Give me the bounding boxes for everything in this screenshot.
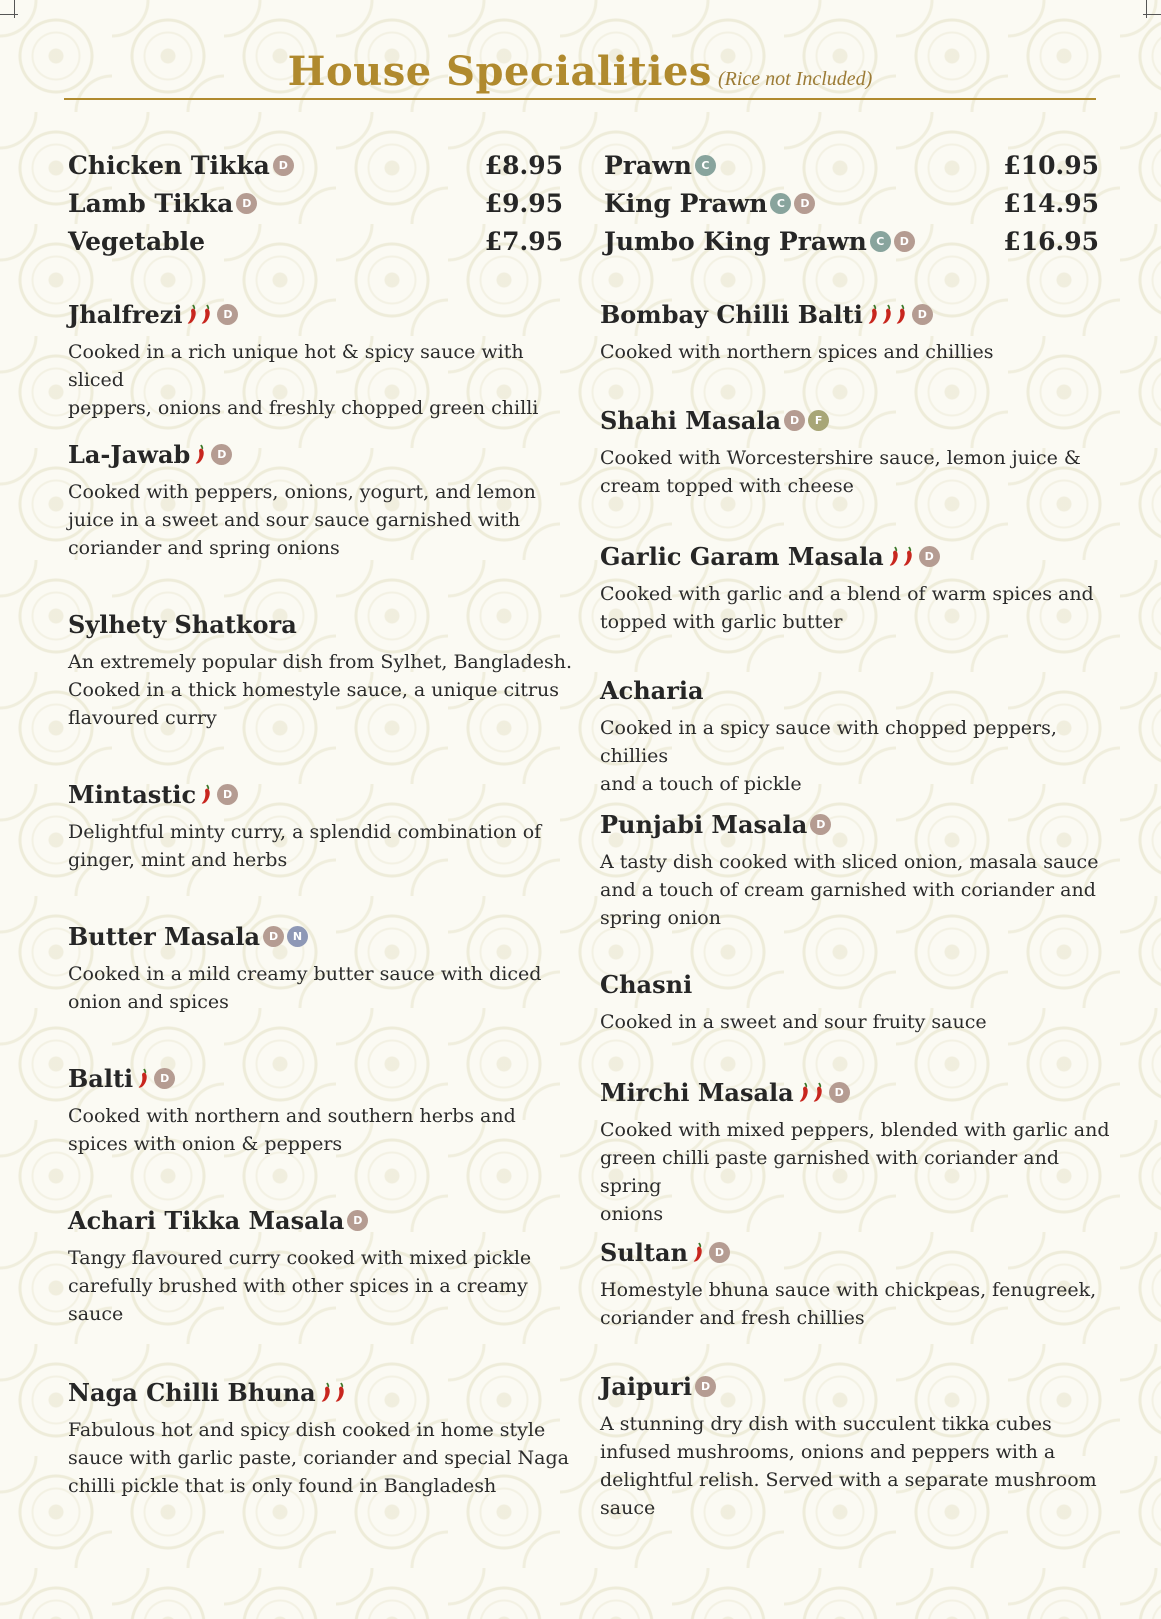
dish-description xyxy=(600,848,1110,932)
price-value: £9.95 xyxy=(484,188,563,218)
description-line: Cooked with peppers, onions, yogurt, and lemon xyxy=(68,481,536,503)
description-line: spices with onion & peppers xyxy=(68,1133,343,1155)
description-line: A stunning dry dish with succulent tikka cubes xyxy=(600,1413,1052,1435)
dish-name: Sylhety Shatkora xyxy=(68,609,297,639)
dish-description xyxy=(600,1410,1110,1522)
chilli-rating xyxy=(867,303,909,325)
allergen-badge-icon: N xyxy=(287,926,308,947)
price-item-name: Jumbo King Prawn xyxy=(604,226,867,256)
dish-heading xyxy=(68,608,578,640)
dish-heading xyxy=(600,540,1110,572)
dish-heading xyxy=(600,404,1110,436)
description-line: chilli pickle that is only found in Bangladesh xyxy=(68,1475,497,1497)
dish-description xyxy=(600,1116,1110,1228)
dish-name: Acharia xyxy=(600,675,704,705)
description-line: infused mushrooms, onions and peppers with a xyxy=(600,1441,1056,1463)
page-subtitle: (Rice not Included) xyxy=(717,68,873,90)
allergen-badge-icon: D xyxy=(912,304,933,325)
dish-description xyxy=(600,1008,1110,1036)
description-line: Delightful minty curry, a splendid combination of xyxy=(68,821,542,843)
description-line: onions xyxy=(600,1203,664,1225)
dish-item xyxy=(68,608,578,732)
dish-item xyxy=(68,1204,578,1328)
description-line: carefully brushed with other spices in a creamy xyxy=(68,1275,528,1297)
dish-item xyxy=(600,540,1110,636)
chilli-rating xyxy=(200,783,214,805)
dish-name: Butter Masala xyxy=(68,921,261,951)
price-value: £16.95 xyxy=(1003,226,1099,256)
price-item xyxy=(604,189,815,218)
description-line: Cooked in a rich unique hot & spicy sauce with sliced xyxy=(68,341,524,391)
description-line: delightful relish. Served with a separate mushroom xyxy=(600,1469,1097,1491)
dish-description xyxy=(68,1102,578,1158)
chilli-pepper-icon xyxy=(798,1081,810,1103)
allergen-badge-icon: D xyxy=(154,1068,175,1089)
dish-item xyxy=(600,1076,1110,1228)
price-row xyxy=(604,146,1099,184)
chilli-pepper-icon xyxy=(200,303,212,325)
dish-description xyxy=(600,580,1110,636)
dish-description xyxy=(68,478,578,562)
dish-name: Chasni xyxy=(600,969,693,999)
description-line: ginger, mint and herbs xyxy=(68,849,288,871)
description-line: sauce xyxy=(600,1497,656,1519)
dish-item xyxy=(600,1370,1110,1522)
allergen-badge-icon: D xyxy=(919,546,940,567)
price-row xyxy=(604,184,1099,222)
allergen-badge-icon: F xyxy=(808,410,829,431)
description-line: sauce xyxy=(68,1303,124,1325)
dish-heading xyxy=(600,1370,1110,1402)
description-line: sauce with garlic paste, coriander and special Naga xyxy=(68,1447,569,1469)
chilli-pepper-icon xyxy=(320,1381,332,1403)
description-line: and a touch of cream garnished with coriander and xyxy=(600,879,1096,901)
price-row xyxy=(68,222,563,260)
price-item-name: King Prawn xyxy=(604,188,768,218)
dish-name: Naga Chilli Bhuna xyxy=(68,1377,316,1407)
description-line: A tasty dish cooked with sliced onion, masala sauce xyxy=(600,851,1099,873)
crop-mark xyxy=(14,0,15,18)
description-line: Cooked in a mild creamy butter sauce with diced xyxy=(68,963,542,985)
chilli-rating xyxy=(798,1081,826,1103)
price-list-left xyxy=(68,146,563,260)
dish-heading xyxy=(68,778,578,810)
price-row xyxy=(68,146,563,184)
allergen-badge-icon: D xyxy=(236,193,257,214)
allergen-badge-icon: D xyxy=(810,814,831,835)
chilli-pepper-icon xyxy=(902,545,914,567)
chilli-pepper-icon xyxy=(200,783,212,805)
chilli-pepper-icon xyxy=(888,545,900,567)
allergen-badge-icon: D xyxy=(695,1376,716,1397)
dish-item xyxy=(68,1062,578,1158)
price-item-name: Chicken Tikka xyxy=(68,150,270,180)
dish-name: Shahi Masala xyxy=(600,405,782,435)
chilli-rating xyxy=(320,1381,348,1403)
allergen-badge-icon: D xyxy=(347,1210,368,1231)
dish-name: Bombay Chilli Balti xyxy=(600,299,863,329)
chilli-rating xyxy=(186,303,214,325)
dish-description xyxy=(68,648,578,732)
dish-name: Jhalfrezi xyxy=(68,299,183,329)
dish-heading xyxy=(68,920,578,952)
dish-heading xyxy=(600,298,1110,330)
allergen-badge-icon: D xyxy=(709,1242,730,1263)
dish-item xyxy=(600,1236,1110,1332)
description-line: spring onion xyxy=(600,907,721,929)
price-item xyxy=(68,151,294,180)
price-value: £7.95 xyxy=(484,226,563,256)
allergen-badge-icon: C xyxy=(870,231,891,252)
price-item xyxy=(604,151,716,180)
dish-description xyxy=(68,338,578,422)
dish-item xyxy=(68,298,578,422)
description-line: Cooked with Worcestershire sauce, lemon juice & xyxy=(600,447,1081,469)
allergen-badge-icon: C xyxy=(695,155,716,176)
chilli-pepper-icon xyxy=(881,303,893,325)
dish-heading xyxy=(68,298,578,330)
title-divider xyxy=(64,98,1096,100)
dish-item xyxy=(600,808,1110,932)
price-item xyxy=(68,189,257,218)
dish-heading xyxy=(600,808,1110,840)
dish-name: Mintastic xyxy=(68,779,197,809)
price-row xyxy=(68,184,563,222)
dish-heading xyxy=(68,1062,578,1094)
menu-header xyxy=(64,48,1096,100)
dish-name: Achari Tikka Masala xyxy=(68,1205,345,1235)
description-line: Cooked with mixed peppers, blended with garlic and xyxy=(600,1119,1110,1141)
description-line: green chilli paste garnished with coriander and spring xyxy=(600,1147,1060,1197)
description-line: juice in a sweet and sour sauce garnished with xyxy=(68,509,521,531)
chilli-pepper-icon xyxy=(194,443,206,465)
description-line: Cooked with northern and southern herbs and xyxy=(68,1105,516,1127)
crop-mark xyxy=(1146,0,1147,18)
allergen-badge-icon: D xyxy=(217,304,238,325)
dish-description xyxy=(600,444,1110,500)
dish-item xyxy=(600,298,1110,366)
description-line: onion and spices xyxy=(68,991,229,1013)
dish-item xyxy=(68,778,578,874)
allergen-badge-icon: D xyxy=(784,410,805,431)
allergen-badge-icon: D xyxy=(894,231,915,252)
dish-description xyxy=(68,1244,578,1328)
dish-description xyxy=(68,1416,578,1500)
description-line: flavoured curry xyxy=(68,707,217,729)
description-line: coriander and fresh chillies xyxy=(600,1307,865,1329)
price-value: £8.95 xyxy=(484,150,563,180)
dish-description xyxy=(68,960,578,1016)
chilli-pepper-icon xyxy=(867,303,879,325)
chilli-pepper-icon xyxy=(895,303,907,325)
dish-name: La-Jawab xyxy=(68,439,191,469)
dish-heading xyxy=(68,438,578,470)
price-item xyxy=(68,227,205,256)
dish-heading xyxy=(68,1376,578,1408)
dish-item xyxy=(68,1376,578,1500)
chilli-rating xyxy=(194,443,208,465)
description-line: Cooked in a spicy sauce with chopped peppers, chillies xyxy=(600,717,1057,767)
dish-name: Punjabi Masala xyxy=(600,809,808,839)
dish-item xyxy=(600,968,1110,1036)
price-value: £14.95 xyxy=(1003,188,1099,218)
description-line: Fabulous hot and spicy dish cooked in home style xyxy=(68,1419,546,1441)
allergen-badge-icon: D xyxy=(263,926,284,947)
price-item-name: Vegetable xyxy=(68,226,206,256)
chilli-rating xyxy=(888,545,916,567)
description-line: peppers, onions and freshly chopped green chilli xyxy=(68,397,539,419)
price-row xyxy=(604,222,1099,260)
dish-name: Sultan xyxy=(600,1237,688,1267)
dish-heading xyxy=(600,968,1110,1000)
dish-description xyxy=(600,338,1110,366)
price-item-name: Prawn xyxy=(604,150,692,180)
price-item-name: Lamb Tikka xyxy=(68,188,234,218)
dish-item xyxy=(68,438,578,562)
description-line: and a touch of pickle xyxy=(600,773,802,795)
chilli-pepper-icon xyxy=(186,303,198,325)
dish-heading xyxy=(600,1236,1110,1268)
crop-mark xyxy=(0,14,18,15)
dish-description xyxy=(600,714,1110,798)
dish-heading xyxy=(68,1204,578,1236)
dish-name: Mirchi Masala xyxy=(600,1077,794,1107)
allergen-badge-icon: C xyxy=(770,193,791,214)
allergen-badge-icon: D xyxy=(211,444,232,465)
description-line: Cooked with northern spices and chillies xyxy=(600,341,994,363)
chilli-rating xyxy=(692,1241,706,1263)
page-title: House Specialities xyxy=(287,48,712,95)
dish-name: Jaipuri xyxy=(600,1371,693,1401)
allergen-badge-icon: D xyxy=(273,155,294,176)
price-item xyxy=(604,227,915,256)
dish-item xyxy=(600,404,1110,500)
dish-item xyxy=(600,674,1110,798)
description-line: cream topped with cheese xyxy=(600,475,854,497)
description-line: Cooked in a thick homestyle sauce, a unique citrus xyxy=(68,679,559,701)
description-line: An extremely popular dish from Sylhet, Bangladesh. xyxy=(68,651,572,673)
dish-item xyxy=(68,920,578,1016)
dish-description xyxy=(600,1276,1110,1332)
allergen-badge-icon: D xyxy=(217,784,238,805)
dish-name: Garlic Garam Masala xyxy=(600,541,884,571)
dish-heading xyxy=(600,1076,1110,1108)
chilli-rating xyxy=(137,1067,151,1089)
description-line: Cooked with garlic and a blend of warm spices and xyxy=(600,583,1094,605)
chilli-pepper-icon xyxy=(334,1381,346,1403)
description-line: coriander and spring onions xyxy=(68,537,340,559)
allergen-badge-icon: D xyxy=(829,1082,850,1103)
dish-description xyxy=(68,818,578,874)
allergen-badge-icon: D xyxy=(794,193,815,214)
chilli-pepper-icon xyxy=(137,1067,149,1089)
description-line: Tangy flavoured curry cooked with mixed pickle xyxy=(68,1247,532,1269)
description-line: topped with garlic butter xyxy=(600,611,843,633)
price-list-right xyxy=(604,146,1099,260)
dish-name: Balti xyxy=(68,1063,134,1093)
chilli-pepper-icon xyxy=(812,1081,824,1103)
crop-mark xyxy=(1143,14,1161,15)
description-line: Homestyle bhuna sauce with chickpeas, fenugreek, xyxy=(600,1279,1097,1301)
description-line: Cooked in a sweet and sour fruity sauce xyxy=(600,1011,987,1033)
dish-heading xyxy=(600,674,1110,706)
chilli-pepper-icon xyxy=(692,1241,704,1263)
price-value: £10.95 xyxy=(1003,150,1099,180)
